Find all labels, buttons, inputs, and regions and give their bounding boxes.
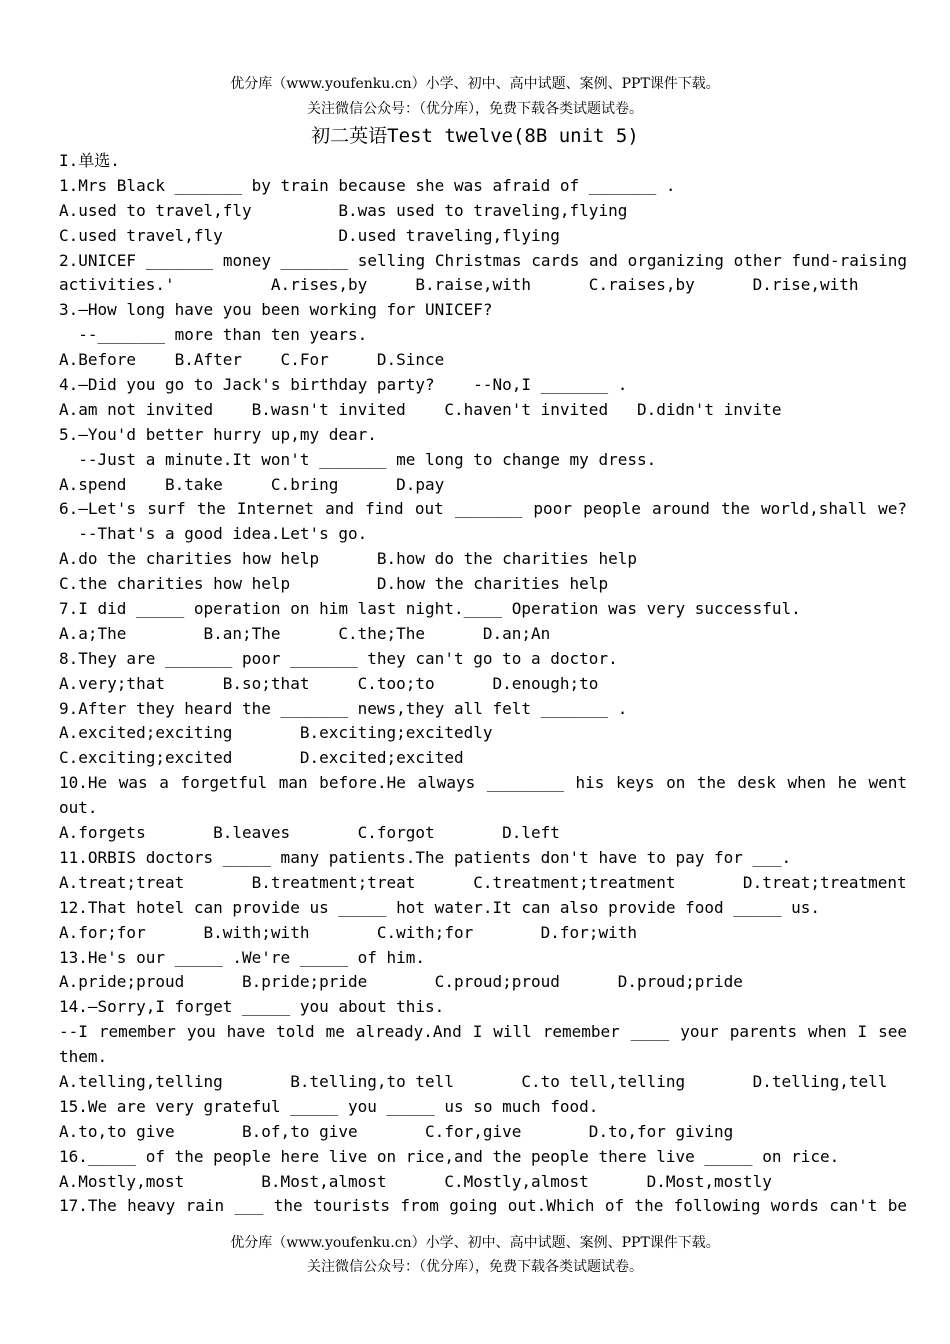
options-line: A.for;for B.with;with C.with;for D.for;with [59, 922, 637, 942]
options-line: activities.' A.rises,by B.raise,with C.raises,by D.rise,with [59, 275, 859, 295]
options-line: C.exciting;excited D.excited;excited [59, 748, 464, 768]
section-heading: I.单选. [59, 151, 120, 170]
options-line: A.am not invited B.wasn't invited C.haven't invited D.didn't invite [59, 399, 782, 419]
footer-line-1: 优分库（www.youfenku.cn）小学、初中、高中试题、案例、PPT课件下载。 [230, 1235, 720, 1251]
options-line: A.do the charities how help B.how do the charities help [59, 549, 637, 569]
question-line: 16._____ of the people here live on rice,and the people there live _____ on rice. [59, 1146, 840, 1166]
question-line: 11.ORBIS doctors _____ many patients.The patients don't have to pay for ___. [59, 847, 792, 867]
question-line: --Just a minute.It won't _______ me long to change my dress. [59, 449, 657, 469]
options-line: A.used to travel,fly B.was used to traveling,flying [59, 200, 628, 220]
header-line-1: 优分库（www.youfenku.cn）小学、初中、高中试题、案例、PPT课件下载。 [230, 76, 720, 92]
question-line: 6.—Let's surf the Internet and find out _______ poor people around the world,shall we? [59, 499, 907, 519]
question-line: 10.He was a forgetful man before.He always ________ his keys on the desk when he went [59, 773, 907, 793]
question-body [59, 149, 907, 1219]
question-line: 1.Mrs Black _______ by train because she was afraid of _______ . [59, 175, 676, 195]
question-line: --That's a good idea.Let's go. [59, 524, 368, 544]
question-line: 3.—How long have you been working for UNICEF? [59, 300, 493, 320]
options-line: A.forgets B.leaves C.forgot D.left [59, 823, 560, 843]
question-line: them. [59, 1047, 108, 1067]
options-line: C.used travel,fly D.used traveling,flying [59, 225, 560, 245]
question-line: 9.After they heard the _______ news,they all felt _______ . [59, 698, 628, 718]
options-line: A.Mostly,most B.Most,almost C.Mostly,almost D.Most,mostly [59, 1171, 772, 1191]
question-line: 8.They are _______ poor _______ they can't go to a doctor. [59, 648, 618, 668]
header-line-2: 关注微信公众号：（优分库），免费下载各类试题试卷。 [307, 101, 643, 117]
question-line: 4.—Did you go to Jack's birthday party? --No,I _______ . [59, 375, 628, 395]
question-line: --_______ more than ten years. [59, 325, 368, 345]
question-line: 12.That hotel can provide us _____ hot water.It can also provide food _____ us. [59, 897, 820, 917]
document-title: 初二英语Test twelve(8B unit 5) [311, 125, 639, 147]
options-line: A.excited;exciting B.exciting;excitedly [59, 723, 493, 743]
question-line: 2.UNICEF _______ money _______ selling Christmas cards and organizing other fund-raising [59, 250, 907, 270]
question-line: out. [59, 798, 98, 818]
question-line: --I remember you have told me already.And I will remember ____ your parents when I see [59, 1022, 907, 1042]
options-line: A.pride;proud B.pride;pride C.proud;proud D.proud;pride [59, 972, 743, 992]
question-line: 15.We are very grateful _____ you _____ us so much food. [59, 1096, 599, 1116]
footer-line-2: 关注微信公众号：（优分库），免费下载各类试题试卷。 [307, 1259, 643, 1275]
question-line: 17.The heavy rain ___ the tourists from going out.Which of the following words can't be [59, 1196, 907, 1216]
options-line: A.a;The B.an;The C.the;The D.an;An [59, 623, 551, 643]
question-line: 7.I did _____ operation on him last night.____ Operation was very successful. [59, 599, 801, 619]
options-line: A.Before B.After C.For D.Since [59, 350, 445, 370]
options-line: A.to,to give B.of,to give C.for,give D.to,for giving [59, 1121, 734, 1141]
options-line: A.telling,telling B.telling,to tell C.to tell,telling D.telling,tell [59, 1071, 888, 1091]
options-line: A.treat;treat B.treatment;treat C.treatment;treatment D.treat;treatment [59, 872, 907, 892]
question-line: 13.He's our _____ .We're _____ of him. [59, 947, 426, 967]
question-line: 5.—You'd better hurry up,my dear. [59, 424, 377, 444]
options-line: A.spend B.take C.bring D.pay [59, 474, 445, 494]
options-line: A.very;that B.so;that C.too;to D.enough;to [59, 673, 599, 693]
options-line: C.the charities how help D.how the charities help [59, 574, 609, 594]
question-line: 14.—Sorry,I forget _____ you about this. [59, 997, 445, 1017]
